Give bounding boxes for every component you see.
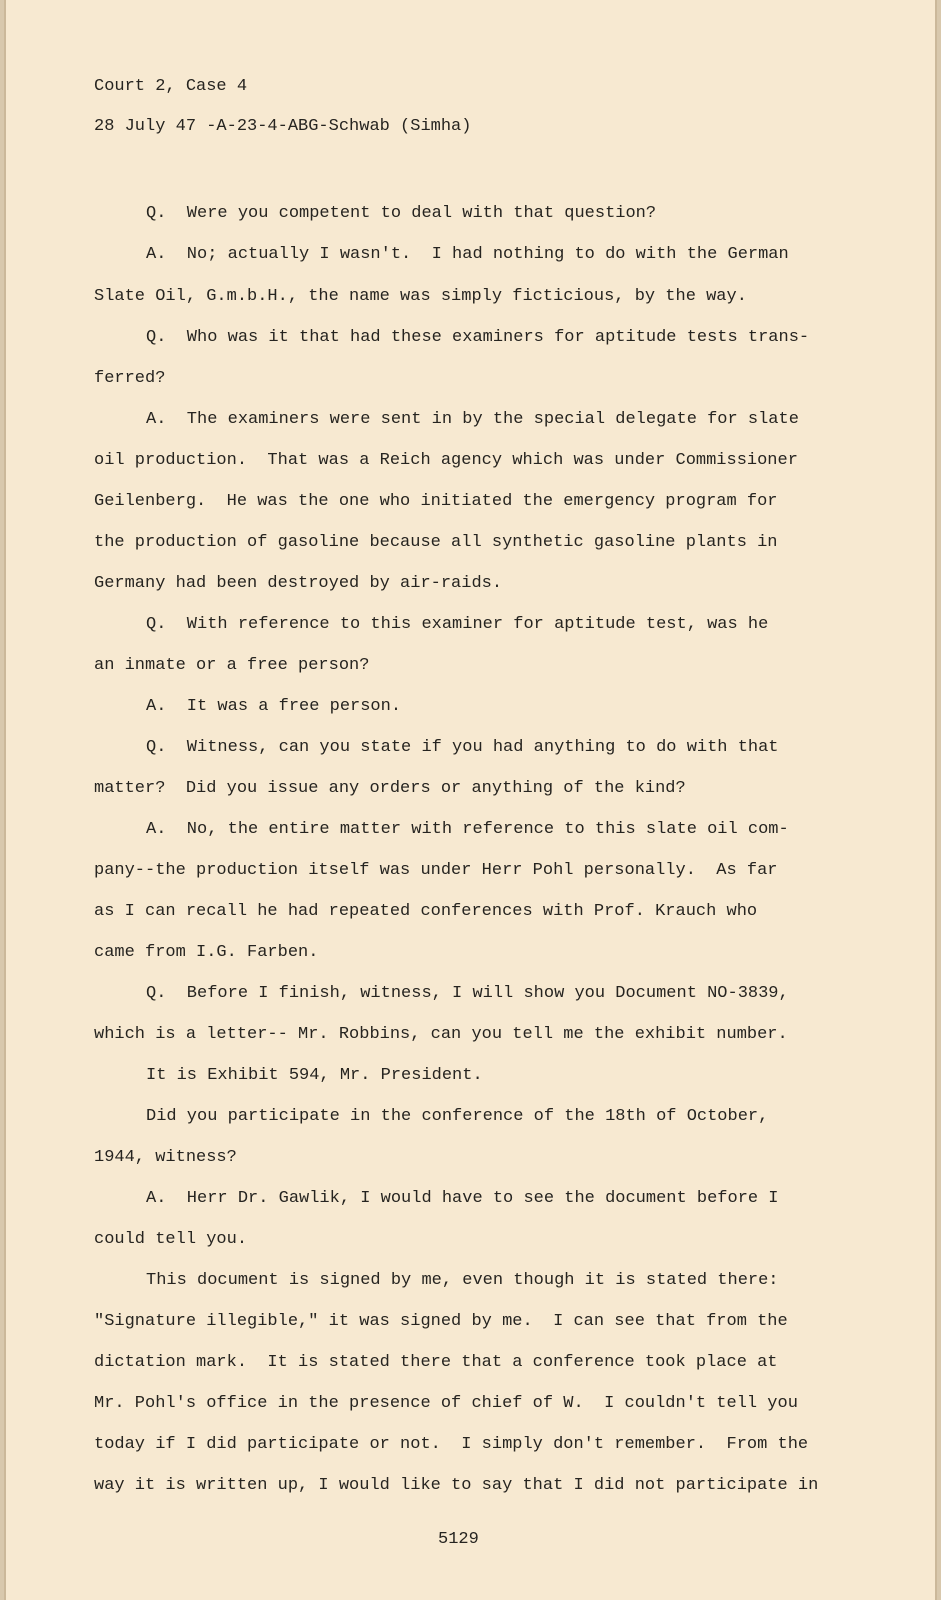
transcript-line: Mr. Pohl's office in the presence of chief of W. I couldn't tell you	[94, 1394, 798, 1413]
transcript-line: Germany had been destroyed by air-raids.	[94, 574, 503, 593]
reference-line: 28 July 47 -A-23-4-ABG-Schwab (Simha)	[94, 117, 472, 136]
document-page	[4, 0, 937, 1600]
transcript-line: Q. Witness, can you state if you had anything to do with that	[146, 738, 779, 757]
transcript-line: "Signature illegible," it was signed by me. I can see that from the	[94, 1312, 788, 1331]
transcript-line: the production of gasoline because all synthetic gasoline plants in	[94, 533, 778, 552]
transcript-line: A. No; actually I wasn't. I had nothing to do with the German	[146, 245, 789, 264]
transcript-line: ferred?	[94, 369, 166, 388]
transcript-line: A. The examiners were sent in by the special delegate for slate	[146, 410, 799, 429]
transcript-line: as I can recall he had repeated conferences with Prof. Krauch who	[94, 902, 758, 921]
transcript-line: pany--the production itself was under Herr Pohl personally. As far	[94, 861, 778, 880]
transcript-line: It is Exhibit 594, Mr. President.	[146, 1066, 483, 1085]
transcript-line: This document is signed by me, even though it is stated there:	[146, 1271, 779, 1290]
transcript-line: A. No, the entire matter with reference to this slate oil com-	[146, 820, 789, 839]
transcript-line: A. It was a free person.	[146, 697, 402, 716]
page-number: 5129	[438, 1530, 479, 1549]
transcript-line: an inmate or a free person?	[94, 656, 370, 675]
transcript-line: dictation mark. It is stated there that a conference took place at	[94, 1353, 778, 1372]
transcript-line: way it is written up, I would like to say that I did not participate in	[94, 1476, 819, 1495]
transcript-line: Q. With reference to this examiner for aptitude test, was he	[146, 615, 769, 634]
transcript-line: today if I did participate or not. I simply don't remember. From the	[94, 1435, 809, 1454]
transcript-line: Slate Oil, G.m.b.H., the name was simply ficticious, by the way.	[94, 287, 747, 306]
transcript-line: Geilenberg. He was the one who initiated the emergency program for	[94, 492, 778, 511]
transcript-line: Q. Before I finish, witness, I will show you Document NO-3839,	[146, 984, 789, 1003]
court-case-line: Court 2, Case 4	[94, 77, 248, 96]
transcript-line: Q. Were you competent to deal with that question?	[146, 204, 657, 223]
transcript-line: A. Herr Dr. Gawlik, I would have to see the document before I	[146, 1189, 779, 1208]
transcript-line: came from I.G. Farben.	[94, 943, 319, 962]
transcript-line: 1944, witness?	[94, 1148, 237, 1167]
transcript-line: Q. Who was it that had these examiners for aptitude tests trans-	[146, 328, 810, 347]
transcript-line: Did you participate in the conference of the 18th of October,	[146, 1107, 769, 1126]
transcript-line: could tell you.	[94, 1230, 248, 1249]
transcript-line: matter? Did you issue any orders or anything of the kind?	[94, 779, 686, 798]
transcript-line: which is a letter-- Mr. Robbins, can you tell me the exhibit number.	[94, 1025, 788, 1044]
transcript-line: oil production. That was a Reich agency which was under Commissioner	[94, 451, 798, 470]
